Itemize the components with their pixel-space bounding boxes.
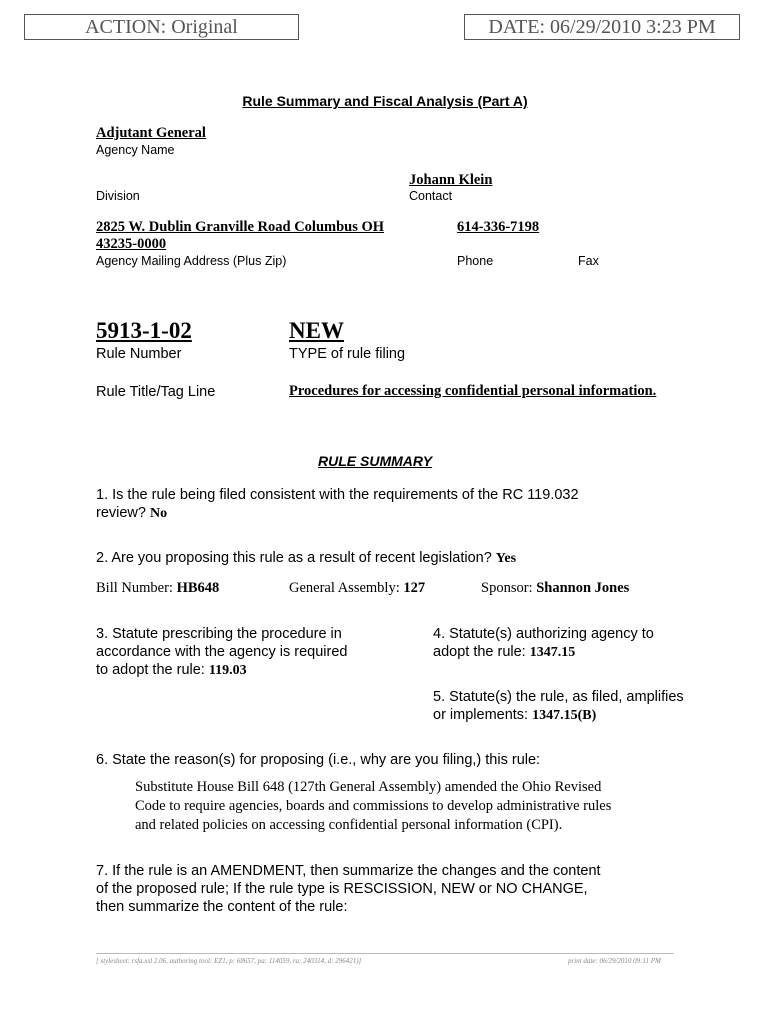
question-1-line-2: review?: [96, 505, 146, 521]
question-7-line-1: 7. If the rule is an AMENDMENT, then summarize the changes and the content: [96, 863, 601, 879]
rule-number-value: 5913-1-02: [96, 318, 192, 343]
question-3-line-1: 3. Statute prescribing the procedure in: [96, 626, 342, 642]
question-7-line-2: of the proposed rule; If the rule type is RESCISSION, NEW or NO CHANGE,: [96, 881, 588, 897]
question-5-line-1: 5. Statute(s) the rule, as filed, amplifies: [433, 689, 684, 705]
reason-line-1: Substitute House Bill 648 (127th General Assembly) amended the Ohio Revised: [135, 779, 602, 795]
question-3-answer: 119.03: [208, 663, 247, 678]
question-4-line-1: 4. Statute(s) authorizing agency to: [433, 626, 654, 642]
question-3-line-3: to adopt the rule:: [96, 662, 205, 678]
question-3: [96, 625, 347, 680]
address-line-1: 2825 W. Dublin Granville Road Columbus OH: [96, 219, 385, 235]
question-7: [96, 862, 601, 916]
question-1-line-1: 1. Is the rule being filed consistent with the requirements of the RC 119.032: [96, 487, 579, 503]
general-assembly-value: 127: [403, 580, 426, 596]
division-label: Division: [96, 189, 140, 203]
bill-number-label: Bill Number:: [96, 580, 173, 596]
question-2: [96, 549, 516, 568]
phone-value: 614-336-7198: [457, 219, 540, 235]
rule-summary-heading: RULE SUMMARY: [318, 453, 433, 469]
phone-label: Phone: [457, 254, 494, 268]
sponsor: [481, 580, 629, 597]
question-6-reason: [135, 778, 611, 835]
bill-number-value: HB648: [176, 580, 220, 596]
fax-label: Fax: [578, 254, 599, 268]
general-assembly-label: General Assembly:: [289, 580, 400, 596]
question-2-text: 2. Are you proposing this rule as a result of recent legislation?: [96, 550, 492, 566]
rule-title-label: Rule Title/Tag Line: [96, 384, 216, 400]
question-7-line-3: then summarize the content of the rule:: [96, 899, 348, 915]
address-value: [96, 219, 384, 253]
contact-label: Contact: [409, 189, 453, 203]
bill-number: [96, 580, 219, 597]
action-box: [24, 14, 299, 40]
rule-type-label: TYPE of rule filing: [289, 346, 406, 362]
date-box: [464, 14, 740, 40]
contact-value: Johann Klein: [409, 172, 493, 188]
reason-line-2: Code to require agencies, boards and commissions to develop administrative rules: [135, 798, 612, 814]
date-text: DATE: 06/29/2010 3:23 PM: [488, 16, 716, 38]
question-4-line-2: adopt the rule:: [433, 644, 526, 660]
rule-type-value: NEW: [289, 318, 344, 343]
rule-number-label: Rule Number: [96, 346, 182, 362]
general-assembly: [289, 580, 425, 597]
question-5-answer: 1347.15(B): [532, 708, 597, 723]
footer-divider: [96, 953, 674, 954]
question-5-line-2: or implements:: [433, 707, 529, 723]
sponsor-value: Shannon Jones: [536, 580, 630, 596]
question-3-line-2: accordance with the agency is required: [96, 644, 348, 660]
question-4-answer: 1347.15: [529, 645, 576, 660]
agency-name-value: Adjutant General: [96, 125, 206, 141]
document-title: Rule Summary and Fiscal Analysis (Part A): [242, 93, 528, 109]
question-1-answer: No: [150, 506, 168, 521]
reason-line-3: and related policies on accessing confidential personal information (CPI).: [135, 817, 563, 833]
question-6: 6. State the reason(s) for proposing (i.e., why are you filing,) this rule:: [96, 752, 541, 768]
footer-stylesheet-info: [ stylesheet: rsfa.xsl 2.06, authoring tool: EZ1, p: 68657, pa: 114059, ra: 240314, d: 296421)]: [96, 957, 362, 965]
question-2-answer: Yes: [495, 551, 517, 566]
address-line-2: 43235-0000: [96, 236, 167, 252]
question-5: [433, 688, 684, 725]
question-4: [433, 625, 654, 662]
rule-title-value: Procedures for accessing confidential personal information.: [289, 383, 657, 399]
action-text: ACTION: Original: [85, 16, 238, 38]
address-label: Agency Mailing Address (Plus Zip): [96, 254, 287, 268]
sponsor-label: Sponsor:: [481, 580, 533, 596]
question-1: [96, 486, 579, 523]
footer-print-date: print date: 06/29/2010 09:11 PM: [568, 957, 661, 965]
agency-name-label: Agency Name: [96, 143, 175, 157]
